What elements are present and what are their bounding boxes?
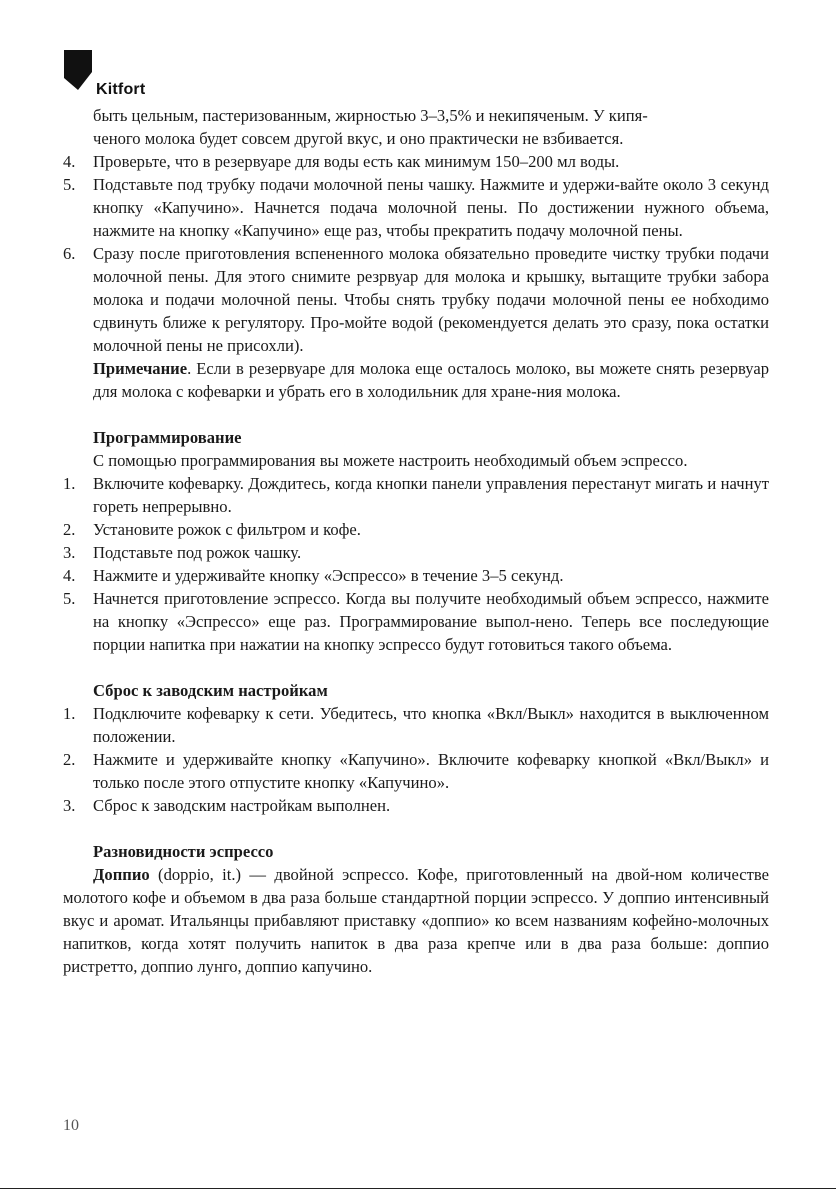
list-item (63, 564, 769, 587)
doppio-paragraph (63, 863, 769, 978)
section-title-programming: Программирование (93, 428, 242, 447)
brand-name: Kitfort (96, 81, 146, 98)
list-text: Подставьте под рожок чашку. (93, 543, 302, 562)
kitfort-logo (64, 50, 174, 98)
list-number: 1. (63, 704, 76, 723)
list-item (63, 541, 769, 564)
doppio-term: Доппио (93, 865, 150, 884)
note-paragraph (63, 357, 769, 403)
note-text: . Если в резервуаре для молока еще осталось молоко, вы можете снять резервуар для молока с кофеварки и убрать его в холодильник для хране-ния молока. (93, 359, 769, 401)
intro-line: быть цельным, пастеризованным, жирностью 3–3,5% и некипяченым. У кипя- (93, 106, 648, 125)
intro-line: ченого молока будет совсем другой вкус, и оно практически не взбивается. (93, 129, 624, 148)
doppio-text: (doppio, it.) — двойной эспрессо. Кофе, приготовленный на двой-ном количестве молотого кофе и объемом в два раза больше стандартной порции эспрессо. У доппио интенсивный вкус и аромат. Итальянцы прибавляют приставку «доппио» ко всем названиям кофейно-молочных напитков, когда хотят получить напиток в два раза крепче или в два раза больше: доппио ристретто, доппио лунго, доппио капучино. (63, 865, 769, 976)
list-item (63, 472, 769, 518)
page-content (63, 104, 769, 978)
section-title-espresso-types: Разновидности эспрессо (93, 842, 274, 861)
list-item (63, 587, 769, 656)
list-text: Нажмите и удерживайте кнопку «Эспрессо» в течение 3–5 секунд. (93, 566, 564, 585)
list-text: Проверьте, что в резервуаре для воды есть как минимум 150–200 мл воды. (93, 152, 620, 171)
section-title-reset: Сброс к заводским настройкам (93, 681, 328, 700)
list-text: Нажмите и удерживайте кнопку «Капучино». Включите кофеварку кнопкой «Вкл/Выкл» и только после этого отпустите кнопку «Капучино». (93, 750, 769, 792)
list-text: Включите кофеварку. Дождитесь, когда кнопки панели управления перестанут мигать и начнут гореть непрерывно. (93, 474, 769, 516)
list-number: 5. (63, 175, 76, 194)
programming-intro: С помощью программирования вы можете настроить необходимый объем эспрессо. (93, 451, 688, 470)
list-number: 3. (63, 796, 76, 815)
list-number: 3. (63, 543, 76, 562)
list-number: 4. (63, 566, 76, 585)
list-text: Подставьте под трубку подачи молочной пены чашку. Нажмите и удержи-вайте около 3 секунд кнопку «Капучино». Начнется подача молочной пены. По достижении нужного объема, нажмите на кнопку «Капучино» еще раз, чтобы прекратить подачу молочной пены. (93, 175, 769, 240)
list-number: 2. (63, 750, 76, 769)
list-item (63, 518, 769, 541)
reset-steps-list (63, 702, 769, 817)
list-text: Сразу после приготовления вспененного молока обязательно проведите чистку трубки подачи молочной пены. Для этого снимите резрвуар для молока и крышку, вытащите трубки забора молока и подачи молочной пены. Чтобы снять трубку подачи молочной пены ее нобходимо сдвинуть ближе к регулятору. Про-мойте водой (рекомендуется делать это сразу, пока остатки молочной пены не присохли). (93, 244, 769, 355)
list-item (63, 150, 769, 173)
list-number: 1. (63, 474, 76, 493)
list-text: Начнется приготовление эспрессо. Когда вы получите необходимый объем эспрессо, нажмите на кнопку «Эспрессо» еще раз. Программирование выпол-нено. Теперь все последующие порции напитка при нажатии на кнопку эспрессо будут готовиться такого объема. (93, 589, 769, 654)
list-text: Сброс к заводским настройкам выполнен. (93, 796, 391, 815)
footer-rule (0, 1188, 836, 1194)
milk-steps-list (63, 150, 769, 357)
list-number: 6. (63, 244, 76, 263)
list-number: 4. (63, 152, 76, 171)
kitfort-logo-mark-icon (64, 50, 92, 98)
list-item (63, 242, 769, 357)
list-item (63, 702, 769, 748)
list-number: 5. (63, 589, 76, 608)
list-item (63, 748, 769, 794)
list-number: 2. (63, 520, 76, 539)
list-text: Установите рожок с фильтром и кофе. (93, 520, 361, 539)
list-text: Подключите кофеварку к сети. Убедитесь, что кнопка «Вкл/Выкл» находится в выключенном положении. (93, 704, 769, 746)
page-number: 10 (63, 1117, 79, 1134)
programming-steps-list (63, 472, 769, 656)
list-item (63, 173, 769, 242)
note-label: Примечание (93, 359, 188, 378)
list-item (63, 794, 769, 817)
